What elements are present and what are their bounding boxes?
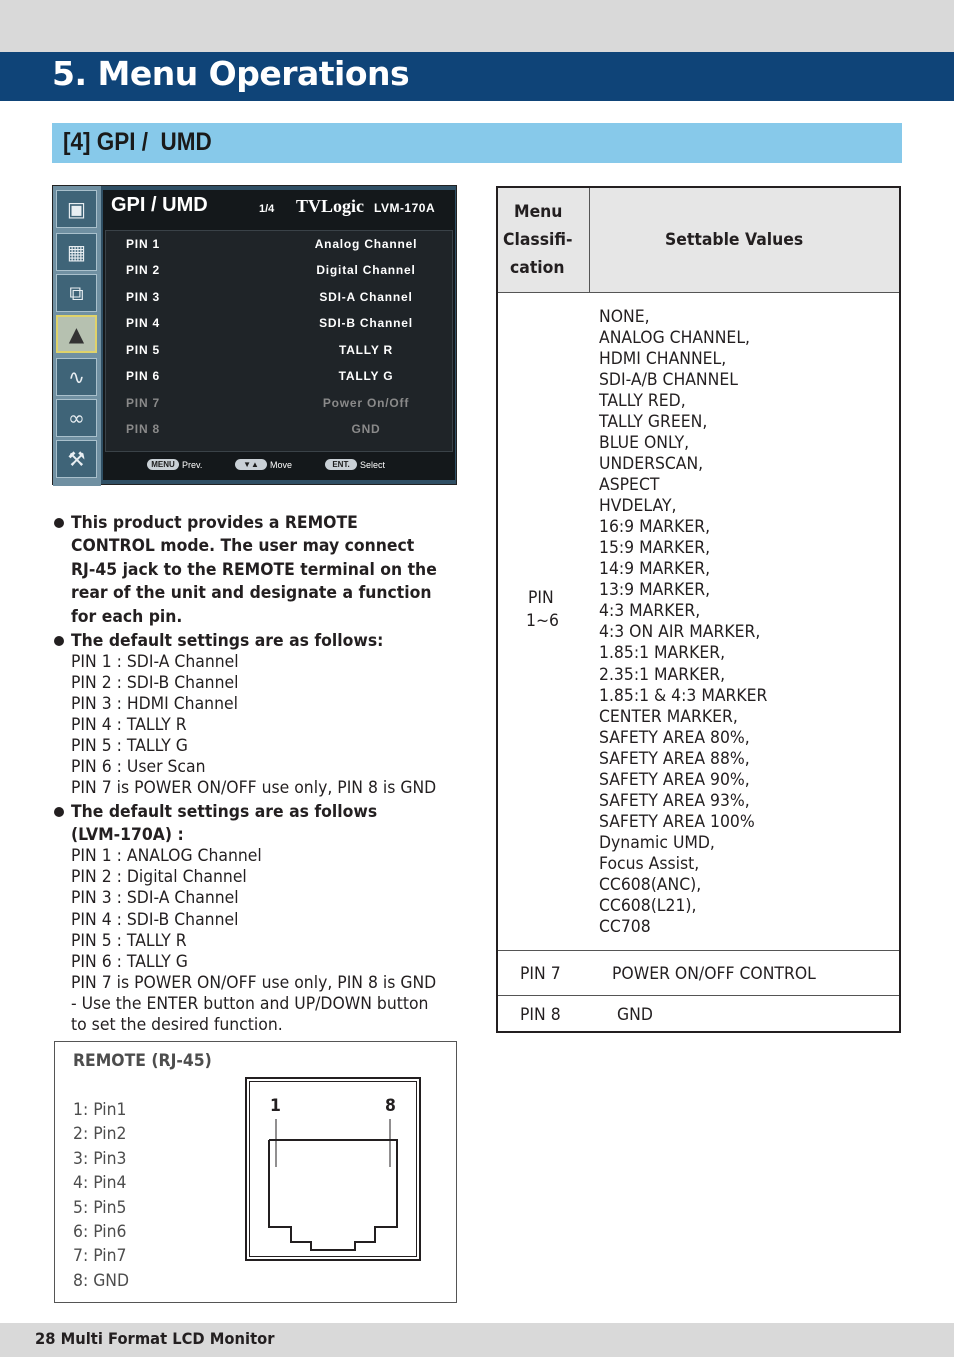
table-row-label: PIN 8 <box>520 1005 561 1025</box>
table-row-divider <box>498 995 899 996</box>
default-line: PIN 7 is POWER ON/OFF use only, PIN 8 is GND <box>71 973 437 993</box>
table-value-item: SAFETY AREA 100% <box>599 811 755 832</box>
osd-pin-value: Digital Channel <box>316 263 416 277</box>
osd-pin-value: SDI-B Channel <box>319 316 413 330</box>
table-value-item: UNDERSCAN, <box>599 454 704 475</box>
default-line: PIN 3 : SDI-A Channel <box>71 888 239 908</box>
menu-key: MENU <box>147 459 179 470</box>
osd-pin-label: PIN 4 <box>126 316 161 330</box>
table-value-item: Dynamic UMD, <box>599 832 715 853</box>
table-divider <box>589 188 590 293</box>
move-key-label: Move <box>270 460 293 470</box>
table-value-item: BLUE ONLY, <box>599 433 690 454</box>
table-value-item: 14:9 MARKER, <box>599 559 711 580</box>
table-row-label: PIN <box>528 588 554 608</box>
jack-pin-label-left: 1 <box>270 1096 281 1116</box>
osd-row <box>106 337 454 363</box>
page-title: 5. Menu Operations <box>52 54 410 93</box>
table-row-divider <box>498 950 899 951</box>
osd-brand-logo: TVLogic <box>296 196 365 216</box>
remote-pin: 8: GND <box>73 1271 130 1291</box>
default-line: PIN 2 : SDI-B Channel <box>71 673 239 693</box>
menu-key-label: Prev. <box>182 460 203 470</box>
table-value-item: ANALOG CHANNEL, <box>599 328 751 349</box>
table-col2-header: Settable Values <box>665 230 804 250</box>
bullet-icon <box>54 518 64 528</box>
table-value-item: TALLY GREEN, <box>599 412 708 433</box>
osd-row <box>106 390 454 416</box>
osd-pin-label: PIN 5 <box>126 343 161 357</box>
default-line: PIN 2 : Digital Channel <box>71 867 247 887</box>
table-value-item: 4:3 ON AIR MARKER, <box>599 622 761 643</box>
osd-pin-value: GND <box>351 422 381 436</box>
bullet-heading: The default settings are as follows <box>71 802 378 822</box>
osd-pin-value: TALLY G <box>338 369 394 383</box>
picture-icon: ▦ <box>56 233 97 271</box>
osd-pin-value: Analog Channel <box>314 237 418 251</box>
remote-pin: 3: Pin3 <box>73 1149 127 1169</box>
monitor-icon: ▣ <box>56 190 97 228</box>
enter-key: ENT. <box>325 459 357 470</box>
instruction-line: - Use the ENTER button and UP/DOWN button <box>71 994 429 1014</box>
table-value-item: CC608(ANC), <box>599 874 702 895</box>
jack-pin-label-right: 8 <box>385 1096 396 1116</box>
move-key: ▼▲ <box>235 459 267 470</box>
bullet-text: for each pin. <box>71 607 183 627</box>
instruction-line: to set the desired function. <box>71 1015 283 1035</box>
table-col1-header: Classifi- <box>503 230 573 250</box>
default-line: PIN 3 : HDMI Channel <box>71 694 238 714</box>
table-value-item: HVDELAY, <box>599 496 677 517</box>
table-value-item: 16:9 MARKER, <box>599 517 711 538</box>
table-row-label: PIN 7 <box>520 964 561 984</box>
osd-row <box>106 416 454 442</box>
top-strip <box>0 0 954 52</box>
section-title: [4] GPI / UMD <box>63 128 212 156</box>
remote-pin: 4: Pin4 <box>73 1173 127 1193</box>
osd-row <box>106 257 454 283</box>
table-value-item: TALLY RED, <box>599 391 686 412</box>
table-value-item: SAFETY AREA 88%, <box>599 748 750 769</box>
default-line: PIN 4 : TALLY R <box>71 715 187 735</box>
table-row-label: 1~6 <box>526 611 560 631</box>
osd-pin-label: PIN 3 <box>126 290 161 304</box>
table-value-item: HDMI CHANNEL, <box>599 349 727 370</box>
audio-icon: ∞ <box>56 399 97 437</box>
table-value-item: CENTER MARKER, <box>599 706 738 727</box>
osd-pin-list <box>105 230 453 452</box>
table-value-item: 13:9 MARKER, <box>599 580 711 601</box>
default-line: PIN 5 : TALLY R <box>71 931 187 951</box>
rj45-socket-outline <box>245 1077 421 1261</box>
osd-pin-value: Power On/Off <box>322 396 410 410</box>
osd-pin-label: PIN 8 <box>126 422 161 436</box>
bullet-text: RJ-45 jack to the REMOTE terminal on the <box>71 560 437 580</box>
bullet-text: rear of the unit and designate a function <box>71 583 432 603</box>
osd-pin-value: TALLY R <box>338 343 394 357</box>
default-line: PIN 5 : TALLY G <box>71 736 188 756</box>
remote-pin: 1: Pin1 <box>73 1100 127 1120</box>
default-line: PIN 6 : User Scan <box>71 757 206 777</box>
bullet-heading: The default settings are as follows: <box>71 631 384 651</box>
table-row-value: POWER ON/OFF CONTROL <box>612 964 816 984</box>
table-value-item: 4:3 MARKER, <box>599 601 701 622</box>
default-line: PIN 6 : TALLY G <box>71 952 188 972</box>
table-value-item: 1.85:1 & 4:3 MARKER <box>599 685 768 706</box>
table-value-item: SAFETY AREA 80%, <box>599 727 750 748</box>
table-value-item: CC608(L21), <box>599 895 697 916</box>
wrench-icon: ⚒ <box>56 440 97 478</box>
antenna-icon: ▲ <box>56 315 97 353</box>
table-value-item: NONE, <box>599 307 650 327</box>
table-value-item: 15:9 MARKER, <box>599 538 711 559</box>
waveform-icon: ∿ <box>56 358 97 396</box>
table-row-value: GND <box>617 1005 653 1025</box>
default-line: PIN 7 is POWER ON/OFF use only, PIN 8 is GND <box>71 778 437 798</box>
osd-pin-value: SDI-A Channel <box>319 290 413 304</box>
table-value-item: 1.85:1 MARKER, <box>599 643 726 664</box>
osd-row <box>106 310 454 336</box>
table-col1-header: Menu <box>514 202 563 222</box>
table-value-item: 2.35:1 MARKER, <box>599 664 726 685</box>
bullet-heading: (LVM-170A) : <box>71 825 184 845</box>
remote-pin: 5: Pin5 <box>73 1198 127 1218</box>
remote-pin: 7: Pin7 <box>73 1246 127 1266</box>
osd-pin-label: PIN 7 <box>126 396 161 410</box>
default-line: PIN 1 : SDI-A Channel <box>71 652 239 672</box>
table-value-item: CC708 <box>599 916 651 937</box>
table-value-item: SAFETY AREA 90%, <box>599 769 750 790</box>
osd-pin-label: PIN 2 <box>126 263 161 277</box>
osd-row <box>106 231 454 257</box>
table-value-item: Focus Assist, <box>599 853 700 874</box>
osd-icon-column <box>53 186 101 486</box>
osd-pin-label: PIN 1 <box>126 237 161 251</box>
osd-pin-label: PIN 6 <box>126 369 161 383</box>
remote-pin: 2: Pin2 <box>73 1124 127 1144</box>
bullet-icon <box>54 807 64 817</box>
bullet-icon <box>54 636 64 646</box>
default-line: PIN 1 : ANALOG Channel <box>71 846 262 866</box>
table-value-item: SDI-A/B CHANNEL <box>599 370 738 391</box>
osd-title: GPI / UMD <box>111 194 208 216</box>
osd-row <box>106 363 454 389</box>
table-value-item: SAFETY AREA 93%, <box>599 790 750 811</box>
osd-screenshot <box>52 185 457 485</box>
page-footer: 28 Multi Format LCD Monitor <box>35 1329 275 1348</box>
remote-pin: 6: Pin6 <box>73 1222 127 1242</box>
osd-model: LVM-170A <box>374 201 436 215</box>
bullet-text: CONTROL mode. The user may connect <box>71 536 415 556</box>
osd-footer <box>105 454 453 476</box>
table-col1-header: cation <box>510 258 565 278</box>
table-value-item: ASPECT <box>599 475 660 496</box>
enter-key-label: Select <box>360 460 386 470</box>
remote-title: REMOTE (RJ-45) <box>73 1051 212 1071</box>
default-line: PIN 4 : SDI-B Channel <box>71 910 239 930</box>
bullet-text: This product provides a REMOTE <box>71 513 358 533</box>
osd-row <box>106 284 454 310</box>
osd-page-indicator: 1/4 <box>259 203 275 215</box>
copy-icon: ⧉ <box>56 274 97 312</box>
